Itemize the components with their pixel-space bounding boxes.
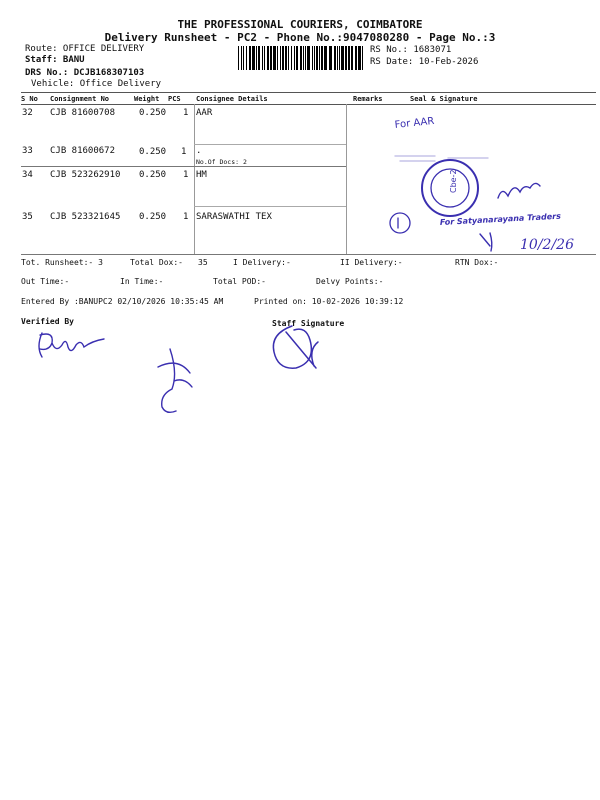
row-weight: 0.250 [139,170,167,180]
vehicle-text: Vehicle: Office Delivery [31,79,162,89]
ii-delivery: II Delivery:- [340,258,403,267]
barcode-bar [319,46,320,70]
barcode-bar [267,46,269,70]
row-consignment: CJB 81600708 [50,108,116,118]
row-sno: 33 [22,146,33,156]
barcode-bar [280,46,281,70]
barcode-bar [277,46,278,70]
rtn-dox: RTN Dox:- [455,258,499,267]
in-time: In Time:- [120,277,164,286]
barcode-bar [324,46,327,70]
barcode-bar [258,46,260,70]
col-consignment: Consignment No [50,95,110,103]
barcode-bar [246,46,247,70]
company-title: THE PROFESSIONAL COURIERS, COIMBATORE [177,18,423,31]
col-consignee: Consignee Details [196,95,268,103]
barcode-bar [362,46,363,70]
runsheet-subtitle: Delivery Runsheet - PC2 - Phone No.:9047080280 - Page No.:3 [104,31,496,44]
barcode-bar [291,46,292,70]
col-remarks: Remarks [353,95,383,103]
barcode-bar [294,46,295,70]
barcode-bar [307,46,310,70]
col-pcs: PCS [168,95,181,103]
staff-signature [262,322,342,377]
barcode-bar [288,46,289,70]
barcode-bar [262,46,263,70]
barcode-bar [273,46,276,70]
row-consignment: CJB 523321645 [50,212,121,222]
barcode-bar [241,46,242,70]
row-consignment: CJB 81600672 [50,146,116,156]
row-weight: 0.250 [139,108,167,118]
barcode-bar [282,46,284,70]
barcode-bar [334,46,336,70]
col-weight: Weight [134,95,160,103]
row-pcs: 1 [183,108,189,118]
seal-and-signature-area [340,108,600,258]
out-time: Out Time:- [21,277,70,286]
route-text: Route: OFFICE DELIVERY [25,44,145,54]
header-rule-bottom [21,104,596,105]
total-dox-value: 35 [198,258,208,267]
row-rule [194,206,346,207]
svg-text:Cbe-2: Cbe-2 [449,169,458,193]
barcode-bar [355,46,357,70]
verified-by-initials [150,345,210,420]
total-runsheet: Tot. Runsheet:- 3 [21,258,103,267]
verified-by-signature [30,325,120,370]
barcode-bar [358,46,361,70]
barcode-bar [341,46,344,70]
barcode-bar [337,46,338,70]
row-consignment: CJB 523262910 [50,170,121,180]
row-sno: 32 [22,108,33,118]
total-dox-label: Total Dox:- [130,258,183,267]
col-seal: Seal & Signature [410,95,478,103]
barcode-bar [285,46,287,70]
barcode-bar [339,46,340,70]
barcode-bar [300,46,302,70]
barcode-bar [252,46,255,70]
barcode-bar [348,46,350,70]
barcode-bar [256,46,257,70]
staff-text: Staff: BANU [25,55,85,65]
handwritten-date: 10/2/26 [520,237,574,253]
row-weight: 0.250 [139,147,167,157]
barcode-bar [316,46,318,70]
barcode-bar [312,46,313,70]
barcode-bar [238,46,239,70]
drs-number: DRS No.: DCJB168307103 [25,68,145,78]
stamp-company-name: For Satyanarayana Traders [439,211,562,227]
row-consignee: AAR [196,108,213,118]
barcode-bar [249,46,251,70]
printed-on: Printed on: 10-02-2026 10:39:12 [254,297,404,306]
row-sno: 35 [22,212,33,222]
barcode [238,46,366,70]
barcode-bar [321,46,323,70]
barcode-bar [329,46,332,70]
barcode-bar [303,46,304,70]
round-seal-stamp [422,160,478,216]
total-pod: Total POD:- [213,277,266,286]
barcode-bar [296,46,298,70]
barcode-bar [351,46,353,70]
row-sno: 34 [22,170,33,180]
row-rule [194,144,346,145]
row-pcs: 1 [181,147,187,157]
delivery-signature [498,183,540,198]
barcode-bar [314,46,315,70]
divider-consignee [194,104,195,254]
row-rule [21,166,346,167]
row-pcs: 1 [183,170,189,180]
rs-date: RS Date: 10-Feb-2026 [370,57,479,67]
row-consignee: . [196,146,202,156]
stamp-top-line: For AAR [394,115,435,131]
row-consignee: HM [196,170,207,180]
delvy-points: Delvy Points:- [316,277,384,286]
row-weight: 0.250 [139,212,167,222]
barcode-bar [345,46,347,70]
staff-signature-label: Staff Signature [272,319,345,328]
row-consignee: SARASWATHI TEX [196,212,272,222]
barcode-bar [264,46,265,70]
col-sno: S No [21,95,38,103]
i-delivery: I Delivery:- [233,258,291,267]
header-rule-top [21,92,596,93]
rs-number: RS No.: 1683071 [370,45,452,55]
row-note: No.Of Docs: 2 [196,158,247,166]
barcode-bar [243,46,244,70]
entered-by: Entered By :BANUPC2 02/10/2026 10:35:45 AM [21,297,224,306]
barcode-bar [305,46,306,70]
barcode-bar [270,46,272,70]
row-pcs: 1 [183,212,189,222]
verified-by-label: Verified By [21,317,74,326]
